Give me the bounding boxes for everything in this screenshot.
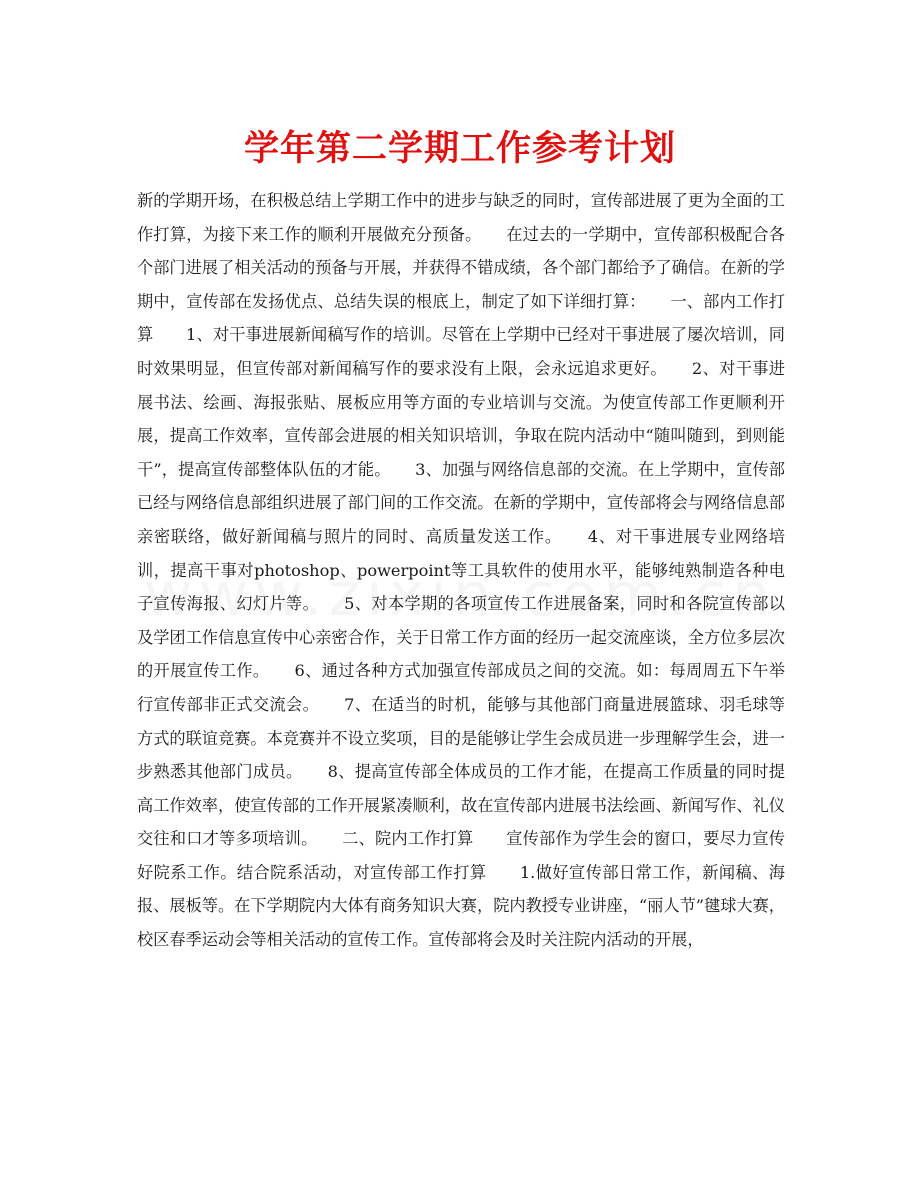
document-title: 学年第二学期工作参考计划: [243, 129, 676, 169]
document-body: 新的学期开场，在积极总结上学期工作中的进步与缺乏的同时，宣传部进展了更为全面的工作打算，为接下来工作的顺利开展做充分预备。 在过去的一学期中，宣传部积极配合各个部门进展了相关活动的预备与开展，并获得不错成绩，各个部门都给予了确信。在新的学期中，宣传部在发扬优点、总结失误的根底上，制定了如下详细打算： 一、部内工作打算 1、对干事进展新闻稿写作的培训。尽管在上学期中已经对干事进展了屡次培训，同时效果明显，但宣传部对新闻稿写作的要求没有上限，会永远追求更好。 2、对干事进展书法、绘画、海报张贴、展板应用等方面的专业培训与交流。为使宣传部工作更顺利开展，提高工作效率，宣传部会进展的相关知识培训，争取在院内活动中“随叫随到，到则能干”，提高宣传部整体队伍的才能。 3、加强与网络信息部的交流。在上学期中，宣传部已经与网络信息部组织进展了部门间的工作交流。在新的学期中，宣传部将会与网络信息部亲密联络，做好新闻稿与照片的同时、高质量发送工作。 4、对干事进展专业网络培训，提高干事对photoshop、powerpoint等工具软件的使用水平，能够纯熟制造各种电子宣传海报、幻灯片等。 5、对本学期的各项宣传工作进展备案，同时和各院宣传部以及学团工作信息宣传中心亲密合作，关于日常工作方面的经历一起交流座谈，全方位多层次的开展宣传工作。 6、通过各种方式加强宣传部成员之间的交流。如：每周周五下午举行宣传部非正式交流会。 7、在适当的时机，能够与其他部门商量进展篮球、羽毛球等方式的联谊竞赛。本竞赛并不设立奖项，目的是能够让学生会成员进一步理解学生会，进一步熟悉其他部门成员。 8、提高宣传部全体成员的工作才能，在提高工作质量的同时提高工作效率，使宣传部的工作开展紧凑顺利，故在宣传部内进展书法绘画、新闻写作、礼仪交往和口才等多项培训。 二、院内工作打算 宣传部作为学生会的窗口，要尽力宣传好院系工作。结合院系活动，对宣传部工作打算 1.做好宣传部日常工作，新闻稿、海报、展板等。在下学期院内大体有商务知识大赛，院内教授专业讲座，“丽人节”毽球大赛，校区春季运动会等相关活动的宣传工作。宣传部将会及时关注院内活动的开展，: [137, 191, 785, 950]
